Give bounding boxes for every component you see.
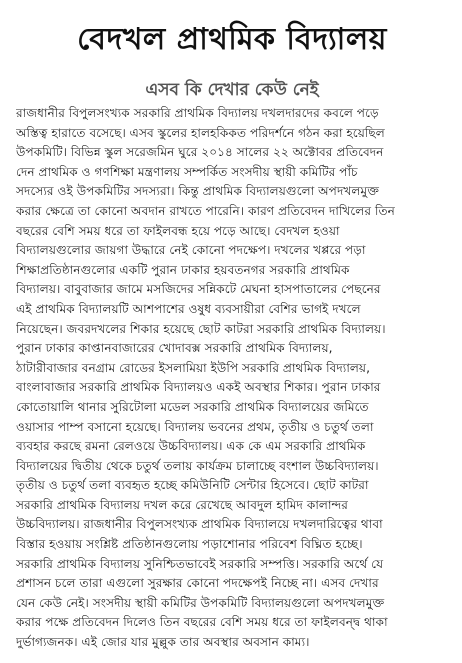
article-body-line: সরকারি প্রাথমিক বিদ্যালয় সুনিশ্চিতভাবেই সরকারি সম্পত্তি। সরকারি অর্থে যে: [16, 556, 384, 571]
article-body-line: বিদ্যালয়। বাবুবাজার জামে মসজিদের সন্নিকটে মেঘনা হাসপাতালের পেছনের: [16, 282, 381, 297]
article-headline: বেদখল প্রাথমিক বিদ্যালয়: [77, 22, 387, 57]
article-body-line: দেন প্রাথমিক ও গণশিক্ষা মন্ত্রণালয় সম্পর্কিত সংসদীয় স্থায়ী কমিটির পাঁচ: [16, 164, 358, 179]
article-body-line: নিয়েছেন। জবরদখলের শিকার হয়েছে ছোট কাটরা সরকারি প্রাথমিক বিদ্যালয়।: [16, 321, 386, 336]
article-body-line: ঠাটারীবাজার বনগ্রাম রোডের ইসলামিয়া ইউপি সরকারি প্রাথমিক বিদ্যালয়,: [16, 360, 370, 375]
article-body-line: এই প্রাথমিক বিদ্যালয়টি আশপাশের ওষুধ ব্যবসায়ীরা বেশির ভাগই দখলে: [16, 301, 361, 316]
article-body-line: কোতোয়ালি থানার সুরিটোলা মডেল সরকারি প্রাথমিক বিদ্যালয়ের জমিতে: [16, 399, 369, 414]
article-body-line: অস্তিত্ব হারাতে বসেছে। এসব স্কুলের হালহকিকত পরিদর্শনে গঠন করা হয়েছিল: [16, 125, 385, 140]
article-body-line: বাংলাবাজার সরকারি প্রাথমিক বিদ্যালয়ও একই অবস্থার শিকার। পুরান ঢাকার: [16, 380, 381, 395]
article-body-line: সদস্যের ওই উপকমিটির সদস্যরা। কিন্তু প্রাথমিক বিদ্যালয়গুলো অপদখলমুক্ত: [16, 184, 380, 199]
article-body-line: বিস্তার হওয়ায় সংশ্লিষ্ট প্রতিষ্ঠানগুলোয় পড়াশোনার পরিবেশ বিঘ্নিত হচ্ছে।: [16, 537, 363, 552]
article-subheadline: এসব কি দেখার কেউ নেই: [145, 80, 319, 100]
article-body-line: বিদ্যালয়গুলোর জায়গা উদ্ধারে নেই কোনো পদক্ষেপ। দখলের খপ্পরে পড়া: [16, 243, 366, 258]
article-body-line: যেন কেউ নেই। সংসদীয় স্থায়ী কমিটির উপকমিটি বিদ্যালয়গুলো অপদখলমুক্ত: [16, 595, 385, 610]
article-body-line: উচ্চবিদ্যালয়। রাজধানীর বিপুলসংখ্যক প্রাথমিক বিদ্যালয়ে দখলদারিত্বের থাবা: [16, 517, 383, 532]
article-body-line: সরকারি প্রাথমিক বিদ্যালয় দখল করে রেখেছে আবদুল হামিদ কালান্দর: [16, 497, 348, 512]
article-body-line: উপকমিটি। বিভিন্ন স্কুল সরেজমিন ঘুরে ২০১৪ সালের ২২ অক্টোবর প্রতিবেদন: [16, 145, 384, 160]
article-body-line: করার ক্ষেত্রে তা কোনো অবদান রাখতে পারেনি। কারণ প্রতিবেদন দাখিলের তিন: [16, 203, 395, 218]
article-body: [16, 104, 448, 653]
article-body-line: বিদ্যালয়ের দ্বিতীয় থেকে চতুর্থ তলায় কার্যক্রম চালাচ্ছে বংশাল উচ্চবিদ্যালয়।: [16, 458, 379, 473]
article-body-line: রাজধানীর বিপুলসংখ্যক সরকারি প্রাথমিক বিদ্যালয় দখলদারদের কবলে পড়ে: [16, 106, 379, 120]
article-body-line: দুর্ভাগ্যজনক। এই জোর যার মুল্লুক তার অবস্থার অবসান কাম্য।: [16, 635, 310, 650]
article-body-line: ব্যবহার করছে রমনা রেলওয়ে উচ্চবিদ্যালয়। এক কে এম সরকারি প্রাথমিক: [16, 439, 366, 454]
article-body-line: করার পক্ষে প্রতিবেদন দিলেও তিন বছরের বেশি সময় ধরে তা ফাইলবন্দ্ব থাকা: [16, 615, 388, 630]
article-body-line: পুরান ঢাকার কাপ্তানবাজারের খোদাবক্স সরকারি প্রাথমিক বিদ্যালয়,: [16, 341, 333, 356]
article-body-line: তৃতীয় ও চতুর্থ তলা ব্যবহৃত হচ্ছে কমিউনিটি সেন্টার হিসেবে। ছোট কাটরা: [16, 478, 369, 493]
article-body-line: বছরের বেশি সময় ধরে তা ফাইলবন্ধ হয়ে পড়ে আছে। বেদখল হওয়া: [16, 223, 340, 238]
article-body-line: ওয়াসার পাম্প বসানো হয়েছে। বিদ্যালয় ভবনের প্রথম, তৃতীয় ও চতুর্থ তলা: [16, 419, 374, 434]
article-body-line: শিক্ষাপ্রতিষ্ঠানগুলোর একটি পুরান ঢাকার হয়বতনগর সরকারি প্রাথমিক: [16, 262, 350, 277]
article-body-line: প্রশাসন চলে তারা এগুলো সুরক্ষার কোনো পদক্ষেপই নিচ্ছে না। এসব দেখার: [16, 576, 379, 591]
